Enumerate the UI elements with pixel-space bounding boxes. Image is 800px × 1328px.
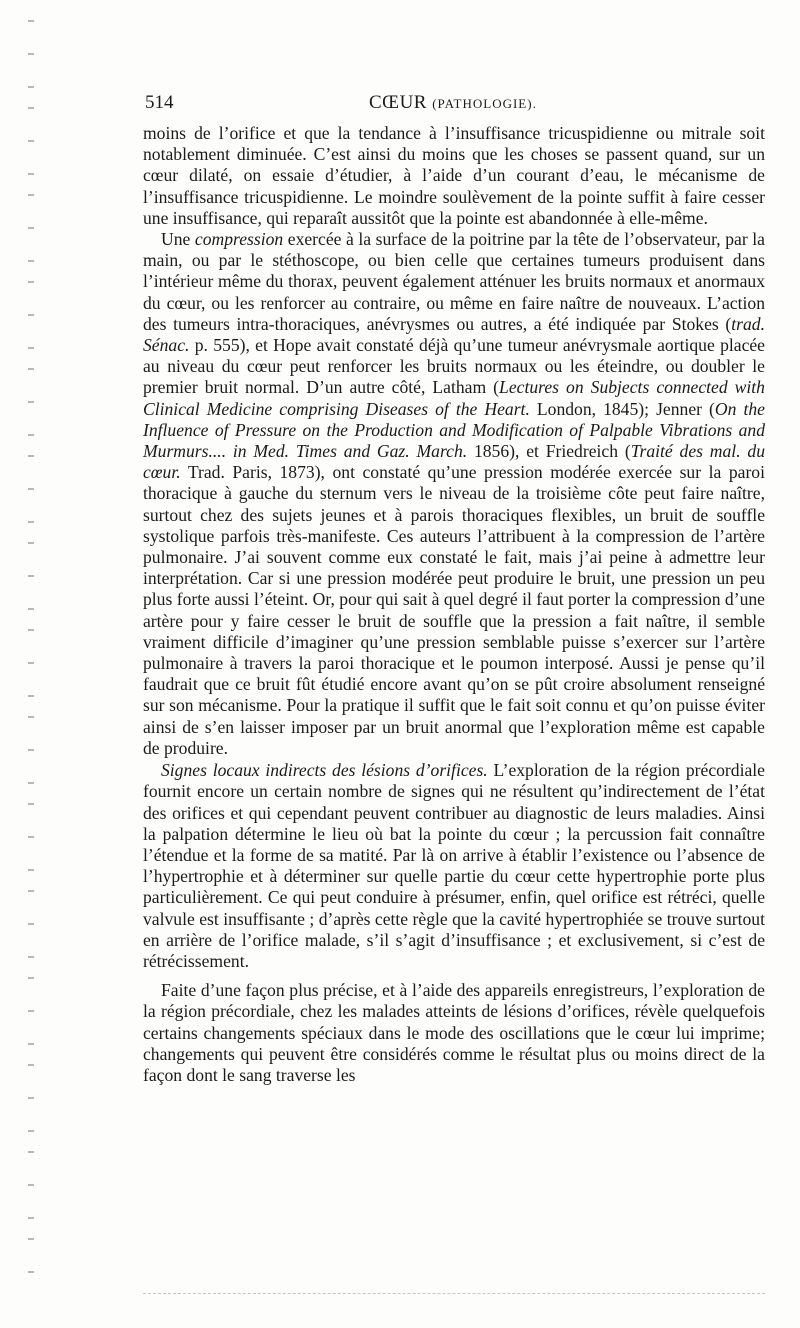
scan-tick xyxy=(28,608,34,610)
scan-tick xyxy=(28,782,34,784)
paragraph-2-italic-1: compression xyxy=(194,229,284,250)
running-title-main: CŒUR xyxy=(369,92,427,113)
scan-tick xyxy=(28,434,34,436)
scan-tick xyxy=(28,803,34,805)
scan-tick xyxy=(28,401,34,403)
scan-tick xyxy=(28,1064,34,1066)
paragraph-2 xyxy=(143,229,765,759)
scan-tick xyxy=(28,20,34,22)
scan-tick xyxy=(28,455,34,457)
scan-tick xyxy=(28,1043,34,1045)
scan-tick xyxy=(28,716,34,718)
scan-tick xyxy=(28,923,34,925)
paragraph-2-text-2: exercée à la surface de la poitrine par la tête de l’observateur, par la main, ou par le stéthoscope, ou bien celle que certaines tumeurs produisent dans l’intérieur même du thorax, peuvent également atténuer les bruits normaux et anormaux du cœur, ou les renforcer au contraire, ou même en faire naître de nouveaux. L’action des tumeurs intra-thoraciques, anévrysmes ou autres, a été indiquée par Stokes ( xyxy=(143,229,765,334)
scan-tick xyxy=(28,1238,34,1240)
scan-tick xyxy=(28,1184,34,1186)
scan-tick xyxy=(28,749,34,751)
paragraph-2-italic-5: Traité des mal. du cœur. xyxy=(143,441,765,483)
scan-tick xyxy=(28,869,34,871)
scan-tick xyxy=(28,107,34,109)
paragraph-2-text-3: p. 555), et Hope avait constaté déjà qu’une tumeur anévrysmale aortique placée au niveau du cœur peut renforcer les bruits normaux ou les éteindre, ou doubler le premier bruit normal. D’un autre côté, Latham ( xyxy=(143,335,765,398)
scan-tick xyxy=(28,1130,34,1132)
scan-tick xyxy=(28,314,34,316)
scan-tick xyxy=(28,86,34,88)
paragraph-2-italic-2: trad. Sénac. xyxy=(143,313,765,356)
body-text xyxy=(143,123,765,1086)
scan-tick xyxy=(28,542,34,544)
scan-tick xyxy=(28,140,34,142)
scan-tick xyxy=(28,890,34,892)
scan-tick xyxy=(28,1217,34,1219)
scan-tick xyxy=(28,173,34,175)
paragraph-2-text-5: 1856), et Friedreich ( xyxy=(467,441,631,462)
scan-tick xyxy=(28,227,34,229)
paragraph-2-text-4: London, 1845); Jenner ( xyxy=(529,398,715,419)
paragraph-2-italic-3: Lectures on Subjects connected with Clinical Medicine comprising Diseases of the Heart. xyxy=(143,377,765,419)
scan-tick xyxy=(28,1097,34,1099)
scan-tick xyxy=(28,977,34,979)
scan-tick xyxy=(28,521,34,523)
paragraph-3-text-1: L’exploration de la région précordiale fournit encore un certain nombre de signes qui ne résultent qu’indirectement de l’état des orifices et qui cependant peuvent contribuer au diagnostic de leurs maladies. Ainsi la palpation détermine le lieu où bat la pointe du cœur ; la percussion fait connaître l’étendue et la forme de sa matité. Par là on arrive à établir l’existence ou l’absence de l’hypertrophie et à déterminer sur quelle partie du cœur cette hypertrophie porte plus particulièrement. Ce qui peut conduire à présumer, enfin, quel orifice est rétréci, quelle valvule est insuffisante ; d’après cette règle que la cavité hypertrophiée se trouve surtout en arrière de l’orifice malade, s’il s’agit d’insuffisance ; et exclusivement, si c’est de rétrécissement. xyxy=(143,760,765,971)
scan-tick xyxy=(28,53,34,55)
paragraph-3 xyxy=(143,760,765,972)
scan-tick xyxy=(28,1010,34,1012)
running-title-sub: (PATHOLOGIE). xyxy=(432,96,537,111)
scan-tick xyxy=(28,695,34,697)
scan-margin-marks xyxy=(28,20,38,1320)
scan-tick xyxy=(28,281,34,283)
scan-tick xyxy=(28,1271,34,1273)
section-heading-signes-locaux: Signes locaux indirects des lésions d’orifices. xyxy=(161,760,488,781)
scan-tick xyxy=(28,629,34,631)
scan-tick xyxy=(28,662,34,664)
scan-tick xyxy=(28,1151,34,1153)
running-title xyxy=(369,92,537,114)
scan-tick xyxy=(28,194,34,196)
paragraph-2-text-6: Trad. Paris, 1873), ont constaté qu’une pression modérée exercée sur la paroi thoracique à gauche du sternum vers le niveau de la troisième côte peut faire naître, surtout chez des sujets jeunes et à parois thoraciques flexibles, un bruit de souffle systolique parfois très-manifeste. Ces auteurs l’attribuent à la compression de l’artère pulmonaire. J’ai souvent comme eux constaté le fait, mais j’ai peine à admettre leur interprétation. Car si une pression modérée peut produire le bruit, une pression un peu plus forte aussi l’éteint. Or, pour qui sait à quel degré il faut porter la compression d’une artère pour y faire cesser le bruit de souffle que la pression a fait naître, il semble vraiment difficile d’imaginer qu’une pression semblable puisse s’exercer sur l’artère pulmonaire à travers la paroi thoracique et le poumon interposé. Aussi je pense qu’il faudrait que ce bruit fût étudié encore avant qu’on se pût croire absolument renseigné sur son mécanisme. Pour la pratique il suffit que le fait soit connu et qu’on puisse éviter ainsi de s’en laisser imposer par un bruit anormal que l’exploration même est capable de produire. xyxy=(143,462,765,758)
running-header xyxy=(145,92,765,118)
page-number: 514 xyxy=(145,92,174,113)
paragraph-1: moins de l’orifice et que la tendance à l’insuffisance tricuspidienne ou mitrale soit notablement diminuée. C’est ainsi du moins que les choses se passent quand, sur un cœur dilaté, on essaie d’étudier, à l’aide d’un courant d’eau, le mécanisme de l’insuffisance tricuspidienne. Le moindre soulèvement de la pointe suffit à faire cesser une insuffisance, qui reparaît aussitôt que la pointe est abandonnée à elle-même. xyxy=(143,123,765,228)
scan-tick xyxy=(28,956,34,958)
scan-tick xyxy=(28,836,34,838)
footer-dotted-rule xyxy=(143,1293,765,1294)
scan-tick xyxy=(28,347,34,349)
scan-tick xyxy=(28,488,34,490)
paragraph-2-text-1: Une xyxy=(161,229,195,250)
paragraph-4: Faite d’une façon plus précise, et à l’aide des appareils enregistreurs, l’exploration de la région précordiale, chez les malades atteints de lésions d’orifices, révèle quelquefois certains changements spéciaux dans le mode des oscillations que le cœur lui imprime; changements qui peuvent être considérés comme le résultat plus ou moins direct de la façon dont le sang traverse les xyxy=(143,980,765,1085)
scan-tick xyxy=(28,575,34,577)
paragraph-2-italic-4: On the Influence of Pressure on the Production and Modification of Palpable Vibrations and Murmurs.... in Med. Times and Gaz. March. xyxy=(143,398,765,462)
scan-tick xyxy=(28,260,34,262)
scan-tick xyxy=(28,368,34,370)
